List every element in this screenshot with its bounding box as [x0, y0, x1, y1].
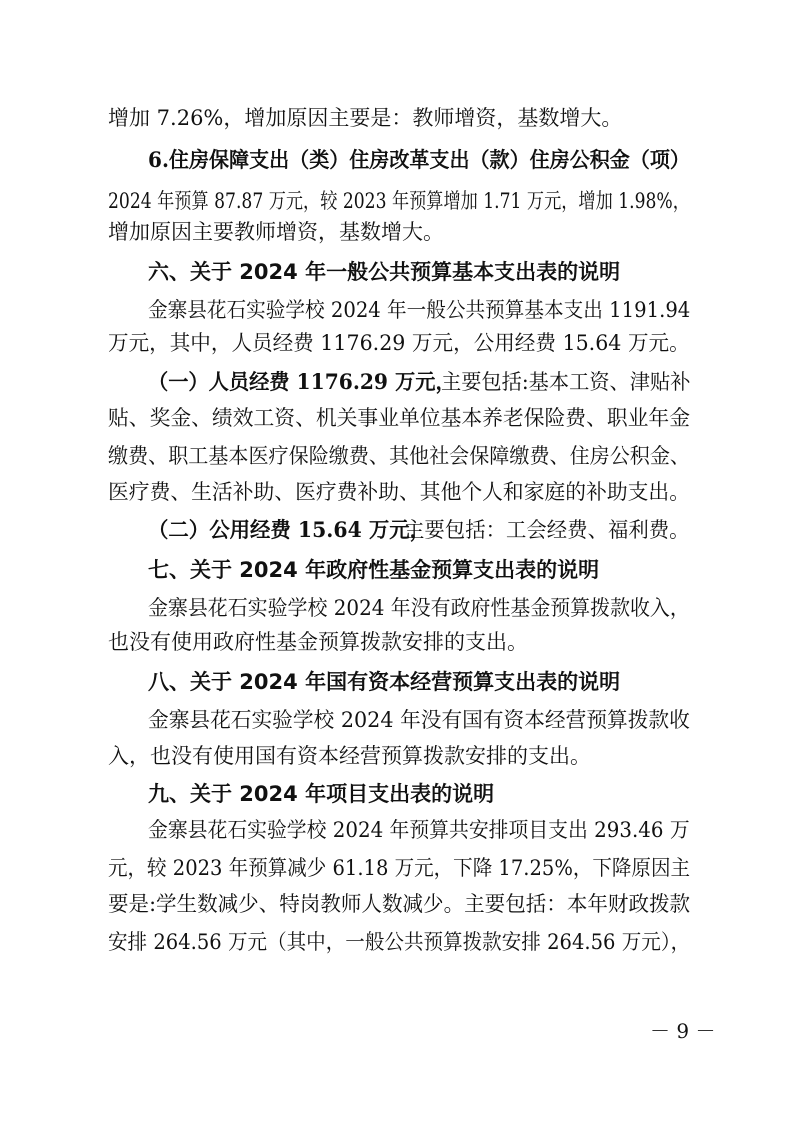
line-text: 金寨县花石实验学校 2024 年预算共安排项目支出 293.46 万 — [148, 818, 690, 842]
body-text-line — [0, 362, 793, 402]
line-text: 要是:学生数减少、特岗教师人数减少。主要包括：本年财政拨款 — [108, 892, 691, 916]
line-text: 贴、奖金、绩效工资、机关事业单位基本养老保险费、职业年金 — [108, 406, 690, 430]
section-heading — [0, 252, 793, 292]
body-text-line — [0, 848, 793, 888]
body-text-line — [0, 212, 793, 252]
section-heading — [0, 662, 793, 702]
body-text-line — [0, 436, 793, 476]
line-text: 金寨县花石实验学校 2024 年没有政府性基金预算拨款收入， — [148, 596, 690, 620]
line-text: 六、关于 2024 年一般公共预算基本支出表的说明 — [148, 260, 621, 284]
body-text-line — [0, 622, 793, 662]
line-text: 主要包括:基本工资、津贴补 — [440, 370, 691, 394]
body-text-line — [0, 323, 793, 363]
line-text: 金寨县花石实验学校 2024 年没有国有资本经营预算拨款收 — [148, 708, 690, 732]
line-text: 医疗费、生活补助、医疗费补助、其他个人和家庭的补助支出。 — [108, 480, 690, 504]
line-text: 七、关于 2024 年政府性基金预算支出表的说明 — [148, 558, 600, 582]
body-text-line — [0, 884, 793, 924]
line-text: 金寨县花石实验学校 2024 年一般公共预算基本支出 1191.94 — [148, 298, 691, 322]
line-text: 安排 264.56 万元（其中，一般公共预算拨款安排 264.56 万元）， — [108, 930, 691, 954]
line-text: 万元，其中，人员经费 1176.29 万元，公用经费 15.64 万元。 — [108, 331, 690, 355]
body-text-line — [0, 472, 793, 512]
line-text: 也没有使用政府性基金预算拨款安排的支出。 — [108, 630, 528, 654]
line-text: 主要包括：工会经费、福利费。 — [404, 518, 690, 542]
line-text: 元，较 2023 年预算减少 61.18 万元，下降 17.25%，下降原因主 — [108, 856, 691, 880]
section-heading — [0, 550, 793, 590]
line-text: 九、关于 2024 年项目支出表的说明 — [148, 782, 495, 806]
line-text: 增加原因主要教师增资，基数增大。 — [108, 220, 444, 244]
line-text: 缴费、职工基本医疗保险缴费、其他社会保障缴费、住房公积金、 — [108, 444, 690, 468]
line-text: 2024 年预算 87.87 万元，较 2023 年预算增加 1.71 万元，增加 1.98%， — [108, 189, 690, 213]
line-lead-bold: （二）公用经费 15.64 万元， — [148, 517, 431, 542]
page-number: － 9 － — [650, 1019, 716, 1043]
body-text-line — [0, 736, 793, 776]
line-text: 八、关于 2024 年国有资本经营预算支出表的说明 — [148, 670, 621, 694]
line-text: 6.住房保障支出（类）住房改革支出（款）住房公积金（项） — [148, 147, 690, 172]
line-text: 增加 7.26%，增加原因主要是：教师增资，基数增大。 — [108, 106, 623, 130]
body-text-line — [0, 810, 793, 850]
body-text-line — [0, 700, 793, 740]
line-lead-bold: （一）人员经费 1176.29 万元， — [148, 369, 456, 394]
body-text-line — [0, 510, 793, 550]
subsection-heading — [0, 140, 793, 180]
section-heading — [0, 774, 793, 814]
body-text-line — [0, 922, 793, 962]
body-text-line — [0, 398, 793, 438]
body-text-line — [0, 98, 793, 138]
line-text: 入，也没有使用国有资本经营预算拨款安排的支出。 — [108, 744, 591, 768]
